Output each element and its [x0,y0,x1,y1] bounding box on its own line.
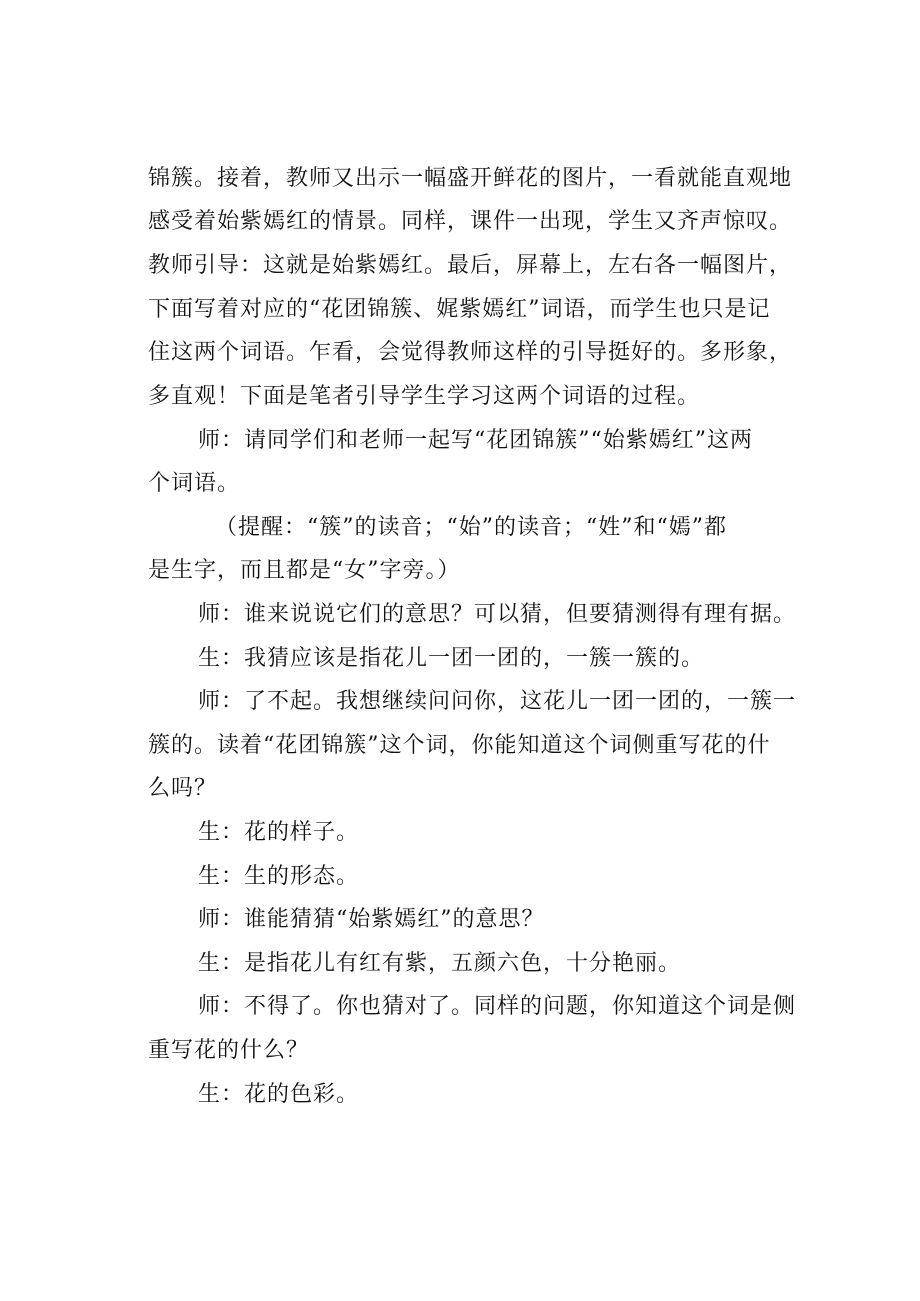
text-line: 个词语。 [148,471,241,496]
text-line: 么吗？ [148,776,218,801]
text-line: 住这两个词语。乍看，会觉得教师这样的引导挺好的。多形象， [148,340,793,365]
text-line: 下面写着对应的“花团锦簇、娓紫嫣红”词语，而学生也只是记 [148,297,771,322]
text-line: 师：谁能猜猜“始紫嫣红”的意思？ [198,907,545,932]
text-line: 教师引导：这就是始紫嫣红。最后，屏幕上，左右各一幅图片， [148,253,793,278]
text-line: 生：花的色彩。 [198,1082,360,1107]
text-line: 锦簇。接着，教师又出示一幅盛开鲜花的图片，一看就能直观地 [148,166,793,191]
text-line: 感受着始紫嫣红的情景。同样，课件一出现，学生又齐声惊叹。 [148,209,793,234]
text-line: （提醒：“簇”的读音；“始”的读音；“姓”和“嫣”都 [215,515,727,540]
text-line: 重写花的什么？ [148,1038,310,1063]
text-line: 是生字，而且都是“女”字旁。） [148,558,461,583]
text-line: 生：我猜应该是指花儿一团一团的，一簇一簇的。 [198,646,705,671]
text-line: 生：是指花儿有红有紫，五颜六色，十分艳丽。 [198,951,682,976]
text-line: 师：了不起。我想继续问问你，这花儿一团一团的，一簇一 [198,689,797,714]
text-line: 生：生的形态。 [198,864,360,889]
text-line: 生：花的样子。 [198,820,360,845]
text-line: 簇的。读着“花团锦簇”这个词，你能知道这个词侧重写花的什 [148,733,771,758]
text-line: 多直观！下面是笔者引导学生学习这两个词语的过程。 [148,384,701,409]
text-line: 师：谁来说说它们的意思？可以猜，但要猜测得有理有据。 [198,602,797,627]
text-line: 师：请同学们和老师一起写“花团锦簇”“始紫嫣红”这两 [198,428,753,453]
text-line: 师：不得了。你也猜对了。同样的问题，你知道这个词是侧 [198,994,797,1019]
